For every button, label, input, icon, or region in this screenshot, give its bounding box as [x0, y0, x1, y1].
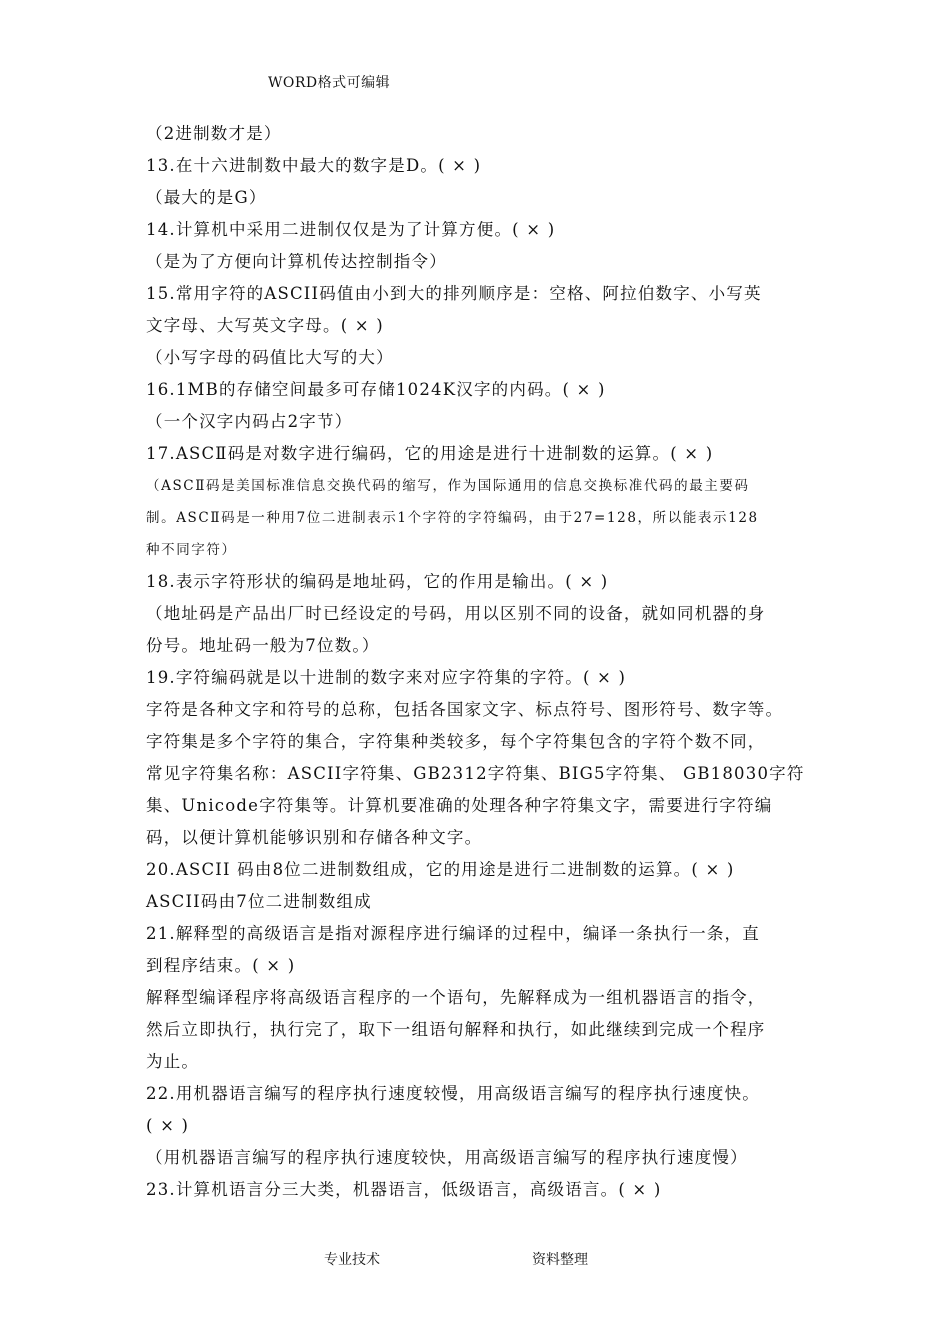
text-line: 到程序结束。( × ) — [146, 956, 296, 975]
text-line: （ASCⅡ码是美国标准信息交换代码的缩写，作为国际通用的信息交换标准代码的最主要码 — [146, 478, 750, 494]
document-body — [146, 118, 818, 1206]
text-line: （2进制数才是） — [146, 124, 282, 143]
text-line: （小写字母的码值比大写的大） — [146, 348, 394, 367]
text-line: 23.计算机语言分三大类，机器语言，低级语言，高级语言。( × ) — [146, 1180, 662, 1199]
text-line: 19.字符编码就是以十进制的数字来对应字符集的字符。( × ) — [146, 668, 627, 687]
text-line: ( × ) — [146, 1116, 190, 1135]
text-line: 16.1MB的存储空间最多可存储1024K汉字的内码。( × ) — [146, 380, 606, 399]
text-line: （地址码是产品出厂时已经设定的号码，用以区别不同的设备，就如同机器的身 — [146, 604, 766, 623]
text-line: 13.在十六进制数中最大的数字是D。( × ) — [146, 156, 482, 175]
text-line: 15.常用字符的ASCII码值由小到大的排列顺序是：空格、阿拉伯数字、小写英 — [146, 284, 762, 303]
text-line: 字符是各种文字和符号的总称，包括各国家文字、标点符号、图形符号、数字等。 — [146, 700, 784, 719]
text-line: 20.ASCII 码由8位二进制数组成，它的用途是进行二进制数的运算。( × ) — [146, 860, 735, 879]
text-line: 常见字符集名称：ASCII字符集、GB2312字符集、BIG5字符集、 GB18030字符 — [146, 764, 805, 783]
footer-left: 专业技术 — [324, 1252, 380, 1268]
text-line: 文字母、大写英文字母。( × ) — [146, 316, 384, 335]
text-line: 集、Unicode字符集等。计算机要准确的处理各种字符集文字，需要进行字符编 — [146, 796, 773, 815]
text-line: 码，以便计算机能够识别和存储各种文字。 — [146, 828, 483, 847]
text-line: 为止。 — [146, 1052, 200, 1071]
footer-right: 资料整理 — [532, 1252, 588, 1268]
text-line: 种不同字符） — [146, 542, 237, 558]
text-line: （一个汉字内码占2字节） — [146, 412, 353, 431]
text-line: 然后立即执行，执行完了，取下一组语句解释和执行，如此继续到完成一个程序 — [146, 1020, 766, 1039]
text-line: 22.用机器语言编写的程序执行速度较慢，用高级语言编写的程序执行速度快。 — [146, 1084, 760, 1103]
page-header: WORD格式可编辑 — [268, 75, 391, 91]
text-line: （用机器语言编写的程序执行速度较快，用高级语言编写的程序执行速度慢） — [146, 1148, 748, 1167]
text-line: 17.ASCⅡ码是对数字进行编码，它的用途是进行十进制数的运算。( × ) — [146, 444, 714, 463]
text-line: 字符集是多个字符的集合，字符集种类较多，每个字符集包含的字符个数不同， — [146, 732, 766, 751]
text-line: ASCII码由7位二进制数组成 — [146, 892, 372, 911]
text-line: 解释型编译程序将高级语言程序的一个语句，先解释成为一组机器语言的指令， — [146, 988, 766, 1007]
text-line: 18.表示字符形状的编码是地址码，它的作用是输出。( × ) — [146, 572, 609, 591]
text-line: 制。ASCⅡ码是一种用7位二进制表示1个字符的字符编码，由于27=128，所以能表示128 — [146, 510, 759, 526]
text-line: 14.计算机中采用二进制仅仅是为了计算方便。( × ) — [146, 220, 556, 239]
text-line: （是为了方便向计算机传达控制指令） — [146, 252, 447, 271]
text-line: （最大的是G） — [146, 188, 267, 207]
text-line: 21.解释型的高级语言是指对源程序进行编译的过程中，编译一条执行一条，直 — [146, 924, 760, 943]
text-line: 份号。地址码一般为7位数。） — [146, 636, 380, 655]
